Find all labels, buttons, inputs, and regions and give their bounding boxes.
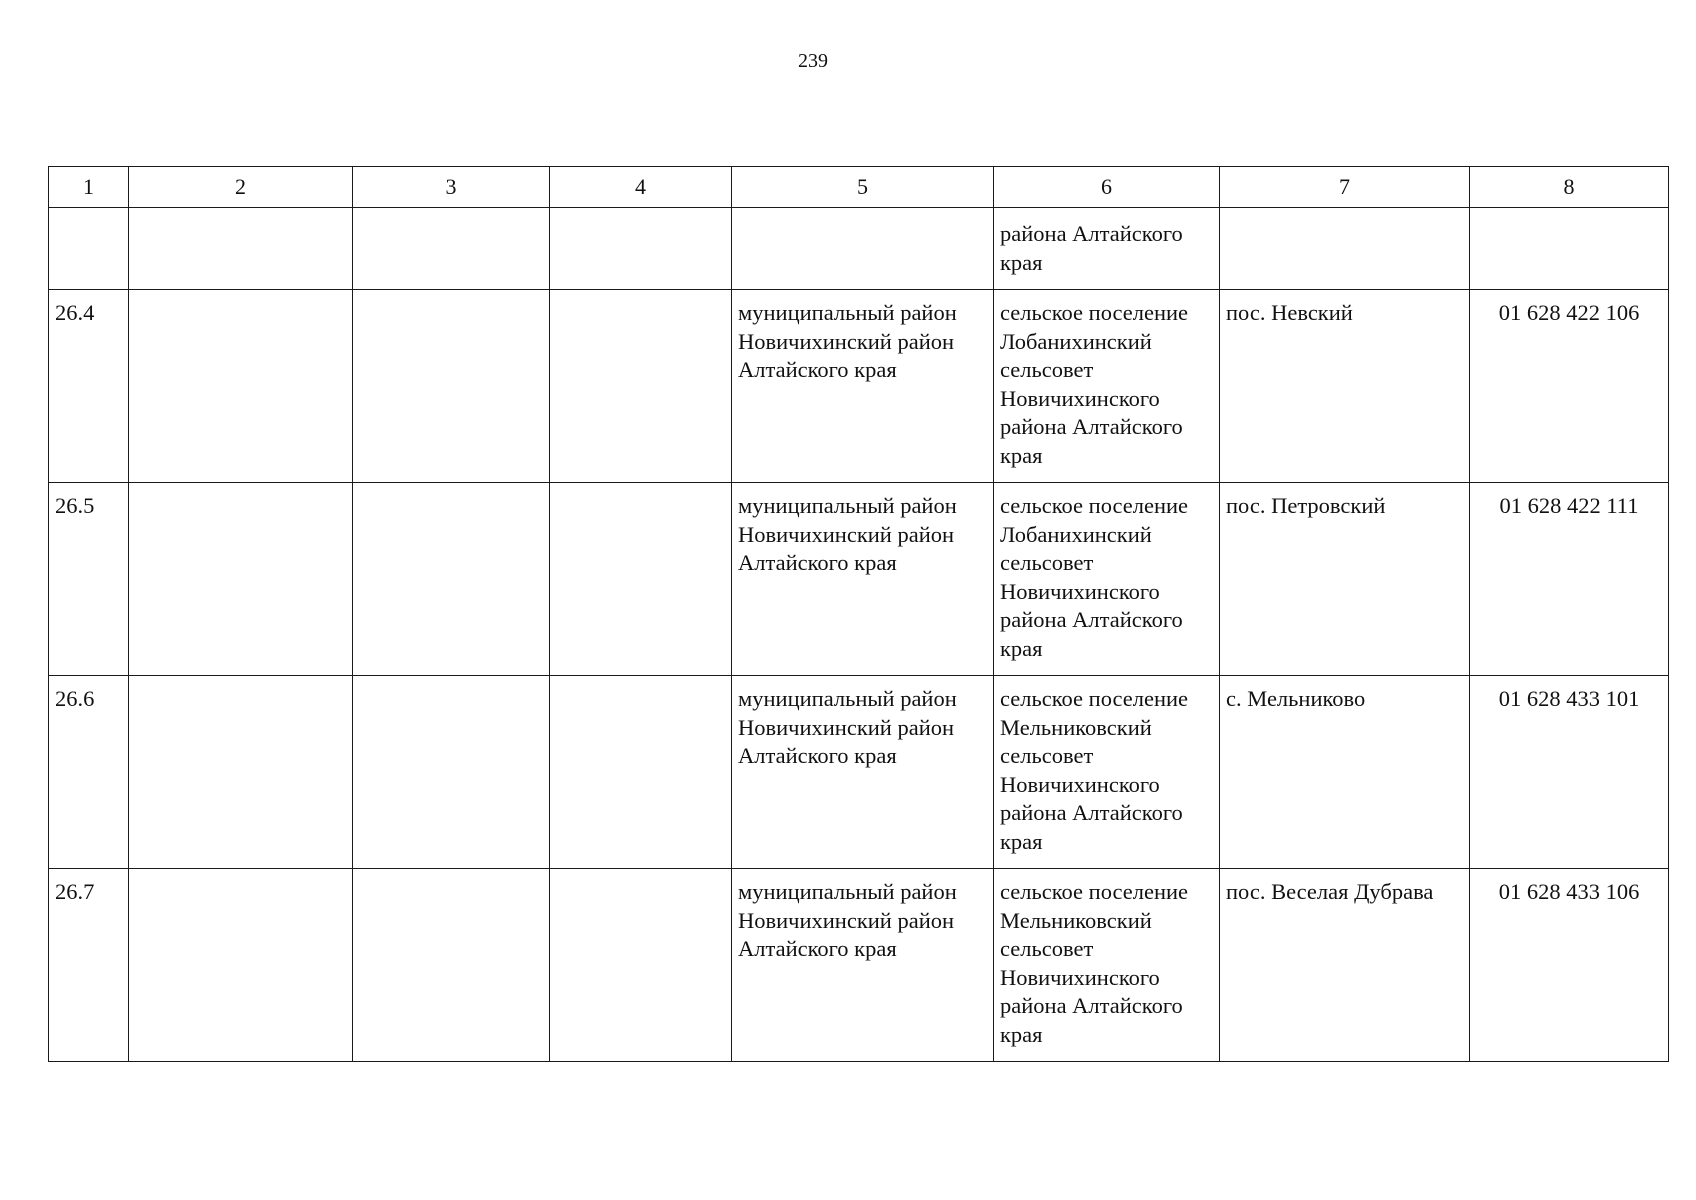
cell-line: Новичихинского bbox=[1000, 385, 1160, 411]
cell-line: сельское поселение bbox=[1000, 879, 1189, 904]
column-header: 1 bbox=[49, 167, 129, 208]
page-number: 239 bbox=[798, 50, 828, 72]
cell-line: сельсовет bbox=[1000, 743, 1094, 768]
cell-line: муниципальный район bbox=[738, 879, 957, 904]
cell-line: муниципальный район bbox=[738, 493, 957, 518]
table-row bbox=[49, 290, 1669, 483]
cell-code: 01 628 433 106 bbox=[1470, 869, 1669, 1062]
cell-line: Новичихинский район bbox=[738, 714, 955, 740]
cell-line: Лобанихинский bbox=[1000, 521, 1152, 547]
cell-line: Лобанихинский bbox=[1000, 328, 1152, 354]
table-row bbox=[49, 676, 1669, 869]
cell-line: сельское поселение bbox=[1000, 493, 1189, 518]
cell-line: Новичихинского bbox=[1000, 964, 1160, 990]
cell-line: края bbox=[1000, 442, 1043, 468]
cell-line: муниципальный район bbox=[738, 686, 957, 711]
column-header: 3 bbox=[353, 167, 550, 208]
cell-col3 bbox=[353, 676, 550, 869]
cell-col4 bbox=[550, 208, 732, 290]
cell-code: 01 628 422 111 bbox=[1470, 483, 1669, 676]
cell-col2 bbox=[129, 483, 353, 676]
column-header: 2 bbox=[129, 167, 353, 208]
table-row-continuation bbox=[49, 208, 1669, 290]
cell-line: Алтайского края bbox=[738, 743, 897, 768]
table-row bbox=[49, 869, 1669, 1062]
column-header: 5 bbox=[732, 167, 994, 208]
cell-col4 bbox=[550, 676, 732, 869]
cell-line: района Алтайского bbox=[1000, 414, 1183, 439]
cell-locality bbox=[1220, 208, 1470, 290]
cell-col2 bbox=[129, 676, 353, 869]
cell-line: Алтайского края bbox=[738, 550, 897, 575]
cell-line: района Алтайского bbox=[1000, 800, 1183, 825]
table-header-row bbox=[49, 167, 1669, 208]
cell-line: Алтайского края bbox=[738, 936, 897, 961]
cell-col2 bbox=[129, 869, 353, 1062]
cell-col3 bbox=[353, 208, 550, 290]
cell-code: 01 628 433 101 bbox=[1470, 676, 1669, 869]
cell-line: Мельниковский bbox=[1000, 714, 1152, 740]
cell-municipal-district bbox=[732, 483, 994, 676]
cell-line: Новичихинский район bbox=[738, 907, 955, 933]
cell-municipal-district bbox=[732, 290, 994, 483]
column-header: 4 bbox=[550, 167, 732, 208]
cell-line: района Алтайского bbox=[1000, 993, 1183, 1018]
cell-municipal-district bbox=[732, 869, 994, 1062]
cell-line: Новичихинский район bbox=[738, 521, 955, 547]
cell-settlement bbox=[994, 483, 1220, 676]
cell-line: сельсовет bbox=[1000, 936, 1094, 961]
cell-col3 bbox=[353, 483, 550, 676]
cell-line: Новичихинского bbox=[1000, 771, 1160, 797]
cell-settlement bbox=[994, 869, 1220, 1062]
cell-line: края bbox=[1000, 1021, 1043, 1047]
cell-settlement bbox=[994, 208, 1220, 290]
cell-locality: пос. Петровский bbox=[1220, 483, 1470, 676]
table-row bbox=[49, 483, 1669, 676]
column-header: 8 bbox=[1470, 167, 1669, 208]
cell-line: района Алтайского bbox=[1000, 221, 1183, 246]
cell-settlement bbox=[994, 290, 1220, 483]
cell-municipal-district bbox=[732, 676, 994, 869]
cell-col4 bbox=[550, 483, 732, 676]
cell-line: края bbox=[1000, 828, 1043, 854]
cell-code: 01 628 422 106 bbox=[1470, 290, 1669, 483]
column-header: 7 bbox=[1220, 167, 1470, 208]
cell-line: Мельниковский bbox=[1000, 907, 1152, 933]
cell-number: 26.5 bbox=[49, 483, 129, 676]
cell-line: сельское поселение bbox=[1000, 300, 1189, 325]
cell-locality: пос. Невский bbox=[1220, 290, 1470, 483]
cell-line: района Алтайского bbox=[1000, 607, 1183, 632]
cell-col4 bbox=[550, 869, 732, 1062]
cell-col3 bbox=[353, 869, 550, 1062]
cell-locality: пос. Веселая Дубрава bbox=[1220, 869, 1470, 1062]
cell-number: 26.7 bbox=[49, 869, 129, 1062]
cell-settlement bbox=[994, 676, 1220, 869]
cell-number bbox=[49, 208, 129, 290]
cell-line: сельсовет bbox=[1000, 550, 1094, 575]
cell-line: Новичихинского bbox=[1000, 578, 1160, 604]
cell-number: 26.4 bbox=[49, 290, 129, 483]
cell-line: края bbox=[1000, 249, 1043, 275]
cell-code bbox=[1470, 208, 1669, 290]
cell-col4 bbox=[550, 290, 732, 483]
cell-line: края bbox=[1000, 635, 1043, 661]
data-table bbox=[48, 166, 1669, 1062]
cell-col3 bbox=[353, 290, 550, 483]
cell-locality: с. Мельниково bbox=[1220, 676, 1470, 869]
cell-municipal-district bbox=[732, 208, 994, 290]
cell-line: муниципальный район bbox=[738, 300, 957, 325]
cell-line: сельсовет bbox=[1000, 357, 1094, 382]
column-header: 6 bbox=[994, 167, 1220, 208]
cell-line: Алтайского края bbox=[738, 357, 897, 382]
cell-line: сельское поселение bbox=[1000, 686, 1189, 711]
cell-number: 26.6 bbox=[49, 676, 129, 869]
cell-line: Новичихинский район bbox=[738, 328, 955, 354]
cell-col2 bbox=[129, 208, 353, 290]
cell-col2 bbox=[129, 290, 353, 483]
